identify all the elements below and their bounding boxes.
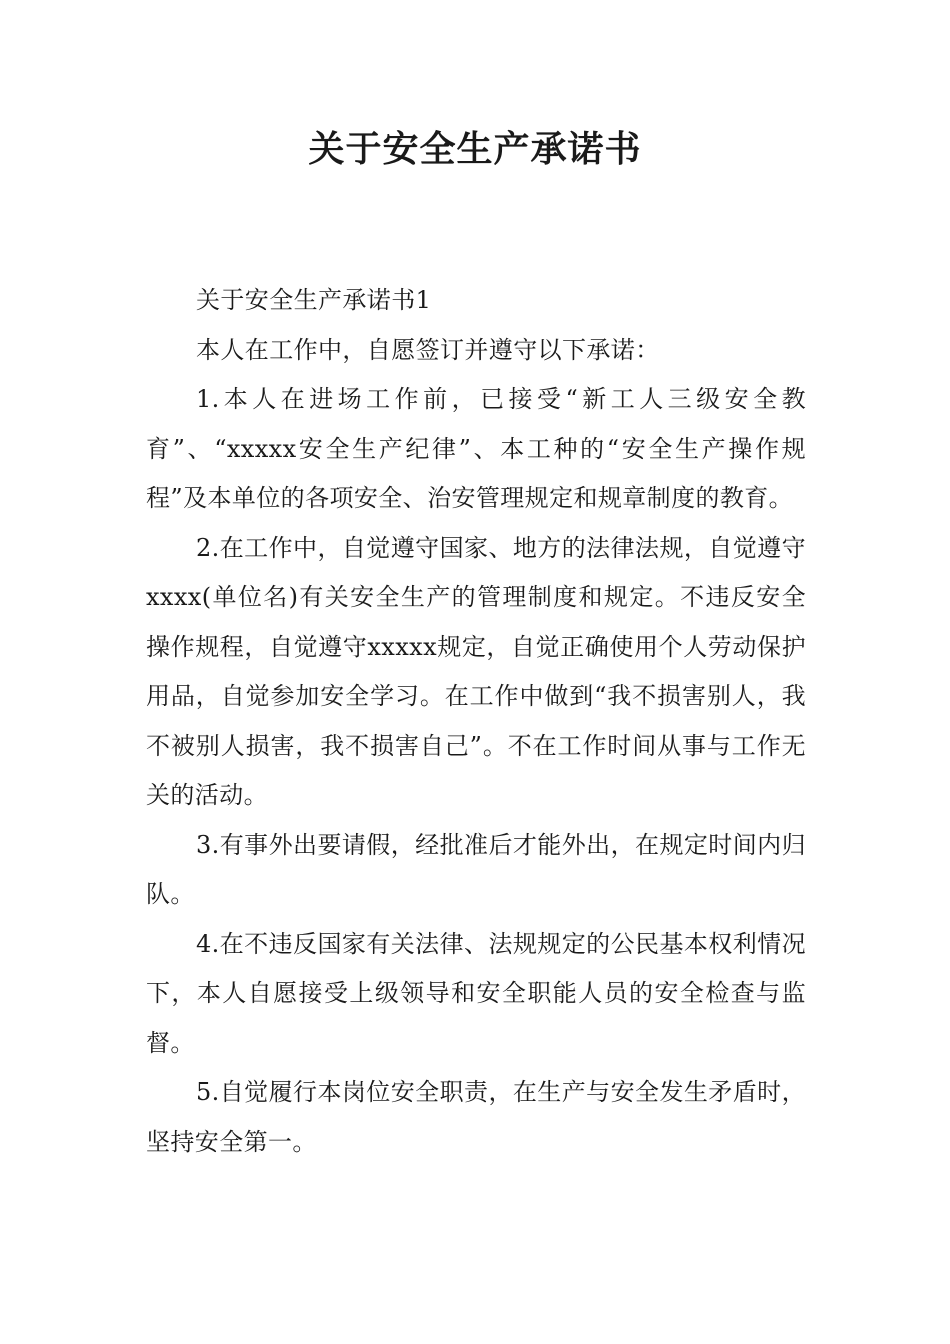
intro-paragraph: 本人在工作中，自愿签订并遵守以下承诺：	[196, 335, 660, 364]
document-title: 关于安全生产承诺书	[308, 129, 642, 170]
commitment-item-5: 5.自觉履行本岗位安全职责，在生产与安全发生矛盾时，坚持安全第一。	[146, 1078, 806, 1156]
commitment-item-2: 2.在工作中，自觉遵守国家、地方的法律法规，自觉遵守xxxx(单位名)有关安全生产的管理制度和规定。不违反安全操作规程，自觉遵守xxxxx规定，自觉正确使用个人劳动保护用品，自觉参加安全学习。在工作中做到“我不损害别人，我不被别人损害，我不损害自己”。不在工作时间从事与工作无关的活动。	[146, 533, 806, 809]
commitment-item-3: 3.有事外出要请假，经批准后才能外出，在规定时间内归队。	[146, 830, 806, 908]
document-body	[146, 276, 806, 1167]
commitment-item-4: 4.在不违反国家有关法律、法规规定的公民基本权利情况下，本人自愿接受上级领导和安全职能人员的安全检查与监督。	[146, 929, 806, 1057]
commitment-item-1: 1.本人在进场工作前，已接受“新工人三级安全教育”、“xxxxx安全生产纪律”、本工种的“安全生产操作规程”及本单位的各项安全、治安管理规定和规章制度的教育。	[146, 385, 806, 512]
section-heading: 关于安全生产承诺书1	[196, 286, 432, 314]
